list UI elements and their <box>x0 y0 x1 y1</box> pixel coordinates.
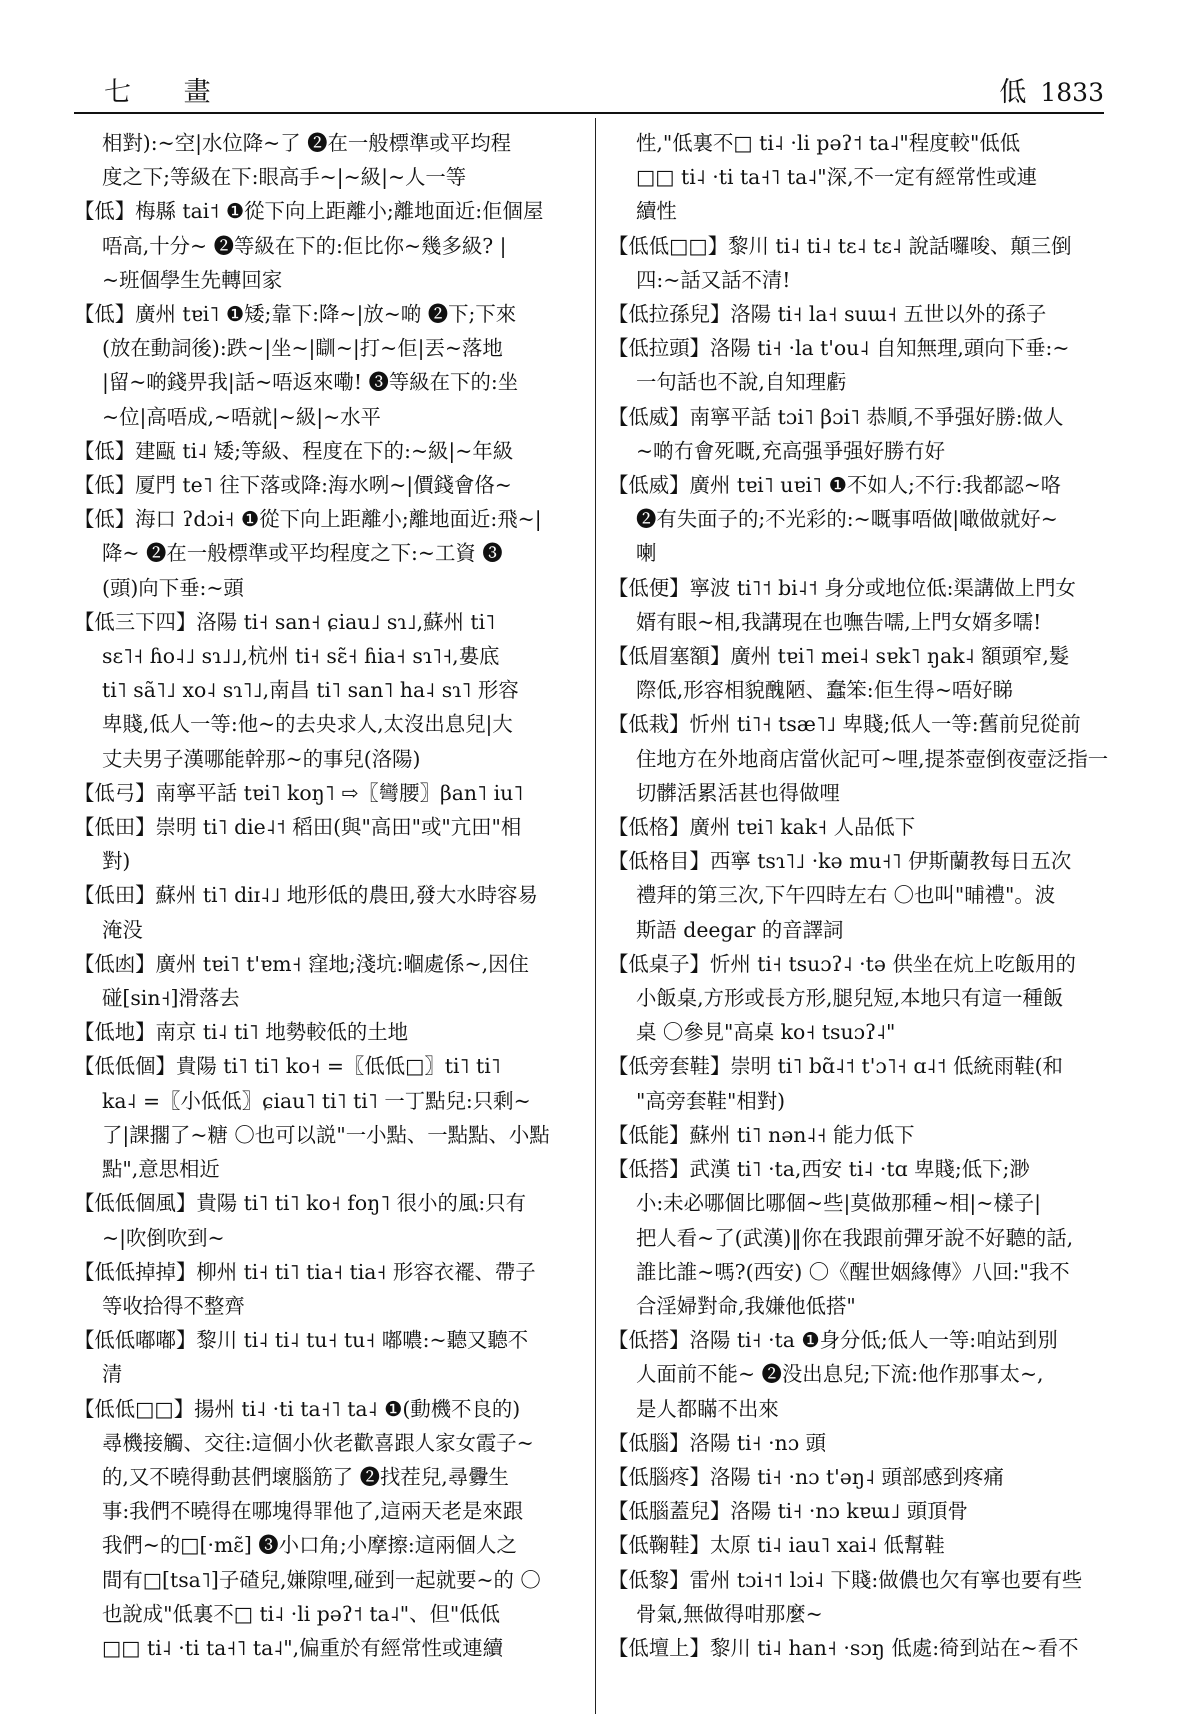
entry-text-line: 性,"低裏不□ ti˨ ·li pəʔ˦ ta˨"程度較"低低 <box>636 131 1021 155</box>
entry-headword-line: 【低拉孫兒】洛陽 ti˧ la˧ suɯ˧ 五世以外的孫子 <box>608 302 1047 327</box>
entry-text-line: |留~啲錢畀我|話~唔返來嘞! ❸等級在下的:坐 <box>102 370 519 395</box>
left-column <box>74 126 592 1714</box>
entry-text-line: 切髒活累活甚也得做哩 <box>636 780 840 805</box>
entry-text-line: 婿有眼~相,我講現在也嘸告嚅,上門女婿多嚅! <box>636 609 1042 634</box>
entry-headword-line: 【低田】崇明 ti˥ die˨˦ 稻田(與"高田"或"亢田"相 <box>74 815 522 840</box>
entry-text-line: 度之下;等級在下:眼高手~|~級|~人一等 <box>102 165 467 190</box>
entry-text-line: 了|課擱了~糖 〇也可以説"一小點、一點點、小點 <box>102 1122 550 1147</box>
entry-headword-line: 【低】厦門 te˥ 往下落或降:海水咧~|價錢會佫~ <box>74 473 512 498</box>
entry-headword-line: 【低田】蘇州 ti˥ diɪ˨˩ 地形低的農田,發大水時容易 <box>74 883 538 908</box>
entry-text-line: 卑賤,低人一等:他~的去央求人,太沒出息兒|大 <box>102 712 513 737</box>
entry-headword-line: 【低低□□】黎川 ti˨ ti˨ tɛ˨ tɛ˨ 說話囉唆、顛三倒 <box>608 233 1072 258</box>
page-number: 1833 <box>1040 78 1104 107</box>
entry-text-line: 小飯桌,方形或長方形,腿兒短,本地只有這一種飯 <box>636 986 1064 1011</box>
right-column <box>608 126 1126 1714</box>
entry-headword-line: 【低壇上】黎川 ti˨ han˧ ·sɔŋ 低處:徛到站在~看不 <box>608 1635 1079 1660</box>
chapter-heading: 七 畫 <box>104 77 233 108</box>
entry-text-line: 續性 <box>636 199 677 224</box>
entry-text-line: 我們~的□[·mɛ̃] ❸小口角;小摩擦:這兩個人之 <box>102 1533 517 1558</box>
entry-text-line: 間有□[tsa˥]子碴兒,嫌隙哩,碰到一起就要~的 〇 <box>102 1567 541 1592</box>
entry-text-line: 四:~話又話不清! <box>636 267 791 292</box>
entry-text-line: 相對):~空|水位降~了 ❷在一般標準或平均程 <box>102 131 511 155</box>
entry-text-line: 是人都瞞不出來 <box>636 1396 779 1421</box>
entry-headword-line: 【低栽】忻州 ti˥˧ tsæ˥˩ 卑賤;低人一等:舊前兒從前 <box>608 712 1081 737</box>
entry-headword-line: 【低黎】雷州 tɔi˧˦ lɔi˨ 下賤:做儂也欠有寧也要有些 <box>608 1567 1083 1592</box>
entry-text-line: (放在動詞後):跌~|坐~|瞓~|打~佢|丟~落地 <box>102 336 503 361</box>
entry-headword-line: 【低地】南京 ti˨ ti˥ 地勢較低的土地 <box>74 1020 409 1045</box>
entry-headword-line: 【低腦疼】洛陽 ti˧ ·nɔ t'əŋ˨ 頭部感到疼痛 <box>608 1464 1004 1489</box>
entry-headword-line: 【低】海口 ʔdɔi˧ ❶從下向上距離小;離地面近:飛~| <box>74 507 542 532</box>
entry-headword-line: 【低桌子】忻州 ti˧ tsuɔʔ˨ ·tə 供坐在炕上吃飯用的 <box>608 951 1076 976</box>
entry-headword-line: 【低旁套鞋】崇明 ti˥ bɑ̃˨˦ t'ɔ˥˧ ɑ˨˦ 低統雨鞋(和 <box>608 1054 1063 1079</box>
entry-text-line: 淹没 <box>102 917 143 942</box>
entry-text-line: 斯語 deegar 的音譯詞 <box>636 917 844 942</box>
entry-headword-line: 【低低嘟嘟】黎川 ti˨ ti˨ tu˧ tu˧ 嘟噥:~聽又聽不 <box>74 1328 529 1353</box>
entry-text-line: 尋機接觸、交往:這個小伙老歡喜跟人家女霞子~ <box>102 1430 534 1455</box>
entry-headword-line: 【低鞠鞋】太原 ti˨ iau˥ xai˨ 低幫鞋 <box>608 1533 945 1558</box>
entry-text-line: 際低,形容相貌醜陋、蠢笨:佢生得~唔好睇 <box>636 678 1014 703</box>
page-header <box>74 62 1104 114</box>
entry-text-line: (頭)向下垂:~頭 <box>102 575 244 600</box>
entry-headword-line: 【低威】南寧平話 tɔi˥ βɔi˥ 恭順,不爭强好勝:做人 <box>608 404 1064 429</box>
entry-text-line: ~啲冇會死嘅,充高强爭强好勝冇好 <box>636 438 946 463</box>
entry-headword-line: 【低低□□】揚州 ti˨ ·ti ta˧˥ ta˨ ❶(動機不良的) <box>74 1396 521 1421</box>
column-divider <box>595 118 596 1714</box>
entry-headword-line: 【低】建甌 ti˨ 矮;等級、程度在下的:~級|~年級 <box>74 438 514 463</box>
entry-text-line: 清 <box>102 1362 123 1387</box>
entry-headword-line: 【低弓】南寧平話 tɐi˥ koŋ˥ ⇨〖彎腰〗βan˥ iu˥ <box>74 780 524 805</box>
entry-text-line: 等收拾得不整齊 <box>102 1293 245 1318</box>
entry-text-line: 人面前不能~ ❷没出息兒;下流:他作那事太~, <box>636 1362 1044 1387</box>
entry-text-line: 點",意思相近 <box>102 1157 220 1182</box>
running-head <box>999 70 1104 109</box>
entry-text-line: 的,又不曉得動甚們壞腦筋了 ❷找茬兒,尋釁生 <box>102 1464 509 1489</box>
entry-headword-line: 【低搭】洛陽 ti˧ ·ta ❶身分低;低人一等:咱站到別 <box>608 1328 1058 1353</box>
entry-text-line: 對) <box>102 849 131 874</box>
entry-text-line: □□ ti˨ ·ti ta˧˥ ta˨",偏重於有經常性或連續 <box>102 1635 504 1660</box>
entry-text-line: 也說成"低裏不□ ti˨ ·li pəʔ˦ ta˨"、但"低低 <box>102 1601 501 1626</box>
entry-text-line: ti˥ sã˥˩ xo˨ sɿ˥˩,南昌 ti˥ san˥ ha˨ sɿ˥ 形容 <box>102 678 519 703</box>
entry-headword-line: 【低】梅縣 tai˦ ❶從下向上距離小;離地面近:佢個屋 <box>74 199 544 224</box>
entry-text-line: 桌 〇參見"高桌 ko˧ tsuɔʔ˨" <box>636 1020 896 1045</box>
entry-text-line: ❷有失面子的;不光彩的:~嘅事唔做|噉做就好~ <box>636 507 1058 532</box>
entry-text-line: 住地方在外地商店當伙記可~哩,提茶壺倒夜壺泛指一 <box>636 746 1109 771</box>
entry-text-line: ~班個學生先轉回家 <box>102 267 283 292</box>
head-character: 低 <box>999 77 1027 108</box>
entry-headword-line: 【低搭】武漢 ti˥ ·ta,西安 ti˨ ·tɑ 卑賤;低下;渺 <box>608 1157 1030 1182</box>
entry-text-line: 喇 <box>636 541 657 566</box>
entry-headword-line: 【低低掉掉】柳州 ti˧ ti˥ tia˧ tia˧ 形容衣襬、帶子 <box>74 1259 536 1284</box>
entry-headword-line: 【低低個】貴陽 ti˥ ti˥ ko˧ =〖低低□〗ti˥ ti˥ <box>74 1054 501 1079</box>
entry-text-line: ~|吹倒吹到~ <box>102 1225 225 1250</box>
entry-headword-line: 【低腦蓋兒】洛陽 ti˧ ·nɔ kɐɯ˩ 頭頂骨 <box>608 1499 968 1524</box>
entry-text-line: sɛ˥˧ ɦo˨˩ sɿ˩˩,杭州 ti˧ sɛ̃˧ ɦia˧ sɿ˥˧,婁底 <box>102 644 500 669</box>
entry-text-line: 一句話也不說,自知理虧 <box>636 370 847 395</box>
entry-headword-line: 【低威】廣州 tɐi˥ uɐi˥ ❶不如人;不行:我都認~咯 <box>608 473 1062 498</box>
entry-headword-line: 【低格】廣州 tɐi˥ kak˧ 人品低下 <box>608 815 916 840</box>
entry-text-line: 合淫婦對命,我嫌他低搭" <box>636 1293 856 1318</box>
entry-headword-line: 【低三下四】洛陽 ti˧ san˧ ɕiau˩ sɿ˩,蘇州 ti˥ <box>74 609 496 634</box>
entry-text-line: 把人看~了(武漢)‖你在我跟前彈牙說不好聽的話, <box>636 1225 1074 1250</box>
entry-text-line: 碰[sin˧]滑落去 <box>102 986 240 1011</box>
entry-text-line: "高旁套鞋"相對) <box>636 1088 786 1113</box>
entry-headword-line: 【低格目】西寧 tsɿ˥˩ ·kə mu˧˥ 伊斯蘭教每日五次 <box>608 849 1072 874</box>
entry-headword-line: 【低】廣州 tɐi˥ ❶矮;靠下:降~|放~啲 ❷下;下來 <box>74 302 517 327</box>
entry-text-line: □□ ti˨ ·ti ta˧˥ ta˨"深,不一定有經常性或連 <box>636 165 1038 190</box>
entry-headword-line: 【低低個風】貴陽 ti˥ ti˥ ko˧ foŋ˥ 很小的風:只有 <box>74 1191 526 1216</box>
entry-text-line: 禮拜的第三次,下午四時左右 〇也叫"晡禮"。波 <box>636 883 1056 908</box>
entry-text-line: 骨氣,無做得咁那麼~ <box>636 1601 823 1626</box>
entry-headword-line: 【低能】蘇州 ti˥ nən˨˧ 能力低下 <box>608 1122 915 1147</box>
entry-headword-line: 【低眉塞額】廣州 tɐi˥ mei˨ sɐk˥ ŋak˨ 額頭窄,髮 <box>608 644 1070 669</box>
entry-text-line: 小:未必哪個比哪個~些|莫做那種~相|~樣子| <box>636 1191 1041 1216</box>
entry-text-line: 事:我們不曉得在哪塊得罪他了,這兩天老是來跟 <box>102 1499 524 1524</box>
entry-text-line: 誰比誰~嗎?(西安) 〇《醒世姻緣傳》八回:"我不 <box>636 1259 1070 1284</box>
entry-text-line: ka˨ =〖小低低〗ɕiau˥ ti˥ ti˥ 一丁點兒:只剩~ <box>102 1088 531 1113</box>
entry-text-line: 丈夫男子漢哪能幹那~的事兒(洛陽) <box>102 746 421 771</box>
entry-headword-line: 【低拉頭】洛陽 ti˧ ·la t'ou˨ 自知無理,頭向下垂:~ <box>608 336 1070 361</box>
entry-headword-line: 【低便】寧波 ti˥˦ bi˨˦ 身分或地位低:渠講做上門女 <box>608 575 1076 600</box>
entry-text-line: 唔高,十分~ ❷等級在下的:佢比你~幾多級? | <box>102 233 507 258</box>
entry-headword-line: 【低腦】洛陽 ti˧ ·nɔ 頭 <box>608 1430 826 1455</box>
entry-headword-line: 【低凼】廣州 tɐi˥ t'ɐm˧ 窪地;淺坑:嗰處係~,因住 <box>74 951 529 976</box>
entry-text-line: ~位|高唔成,~唔就|~級|~水平 <box>102 404 381 429</box>
entry-text-line: 降~ ❷在一般標準或平均程度之下:~工資 ❸ <box>102 541 503 566</box>
